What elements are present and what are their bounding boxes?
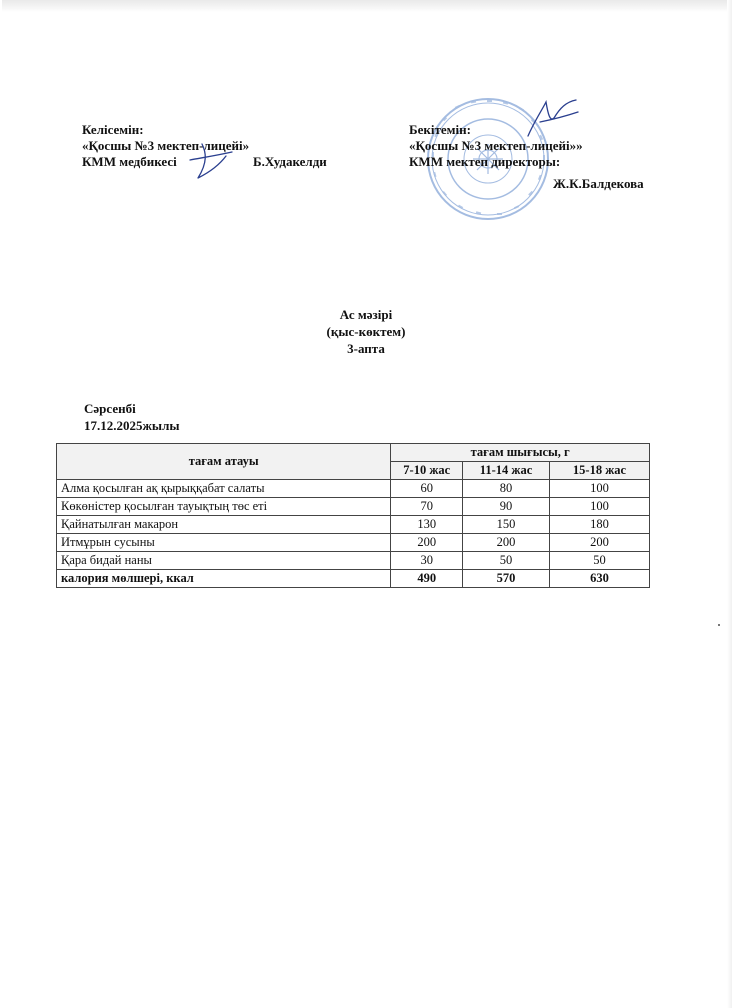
dish-name: Қайнатылған макарон — [57, 516, 391, 534]
menu-title — [0, 306, 732, 357]
approval-left-org: «Қосшы №3 мектеп-лицейі» — [82, 138, 250, 153]
title-line-1: Ас мәзірі — [339, 307, 393, 322]
date-value: 17.12.2025жылы — [84, 418, 180, 433]
header-age-group: 15-18 жас — [549, 462, 649, 480]
total-label: калория мөлшері, ккал — [57, 570, 391, 588]
portion-cell: 50 — [549, 552, 649, 570]
table-row — [57, 552, 650, 570]
scan-speck — [718, 624, 720, 626]
menu-table — [56, 443, 650, 588]
portion-cell: 50 — [463, 552, 550, 570]
approval-right-name: Ж.К.Балдекова — [553, 176, 644, 191]
portion-cell: 130 — [391, 516, 463, 534]
portion-cell: 90 — [463, 498, 550, 516]
header-dish-name: тағам атауы — [57, 444, 391, 480]
scan-top-edge — [2, 0, 727, 12]
portion-cell: 200 — [463, 534, 550, 552]
nurse-signature — [180, 138, 250, 186]
header-age-group: 7-10 жас — [391, 462, 463, 480]
dish-name: Көкөністер қосылған тауықтың төс еті — [57, 498, 391, 516]
total-cell: 630 — [549, 570, 649, 588]
portion-cell: 200 — [391, 534, 463, 552]
title-week: 3-апта — [347, 341, 385, 356]
table-row — [57, 498, 650, 516]
approval-right-heading: Бекітемін: — [409, 122, 471, 137]
portion-cell: 180 — [549, 516, 649, 534]
title-season: (қыс-көктем) — [326, 324, 406, 339]
table-header-row — [57, 444, 650, 462]
approval-right-role: КММ мектеп директоры: — [409, 154, 561, 169]
director-signature — [520, 92, 590, 142]
portion-cell: 100 — [549, 480, 649, 498]
header-age-group: 11-14 жас — [463, 462, 550, 480]
scan-right-edge — [727, 0, 732, 1008]
approval-left-role: КММ медбикесі — [82, 154, 177, 169]
portion-cell: 60 — [391, 480, 463, 498]
portion-cell: 100 — [549, 498, 649, 516]
table-row — [57, 534, 650, 552]
weekday: Сәрсенбі — [84, 401, 136, 416]
table-row — [57, 516, 650, 534]
menu-date — [84, 400, 180, 434]
portion-cell: 80 — [463, 480, 550, 498]
portion-cell: 70 — [391, 498, 463, 516]
table-total-row — [57, 570, 650, 588]
portion-cell: 30 — [391, 552, 463, 570]
header-output: тағам шығысы, г — [391, 444, 650, 462]
dish-name: Қара бидай наны — [57, 552, 391, 570]
approval-left-heading: Келісемін: — [82, 122, 144, 137]
portion-cell: 200 — [549, 534, 649, 552]
total-cell: 570 — [463, 570, 550, 588]
dish-name: Алма қосылған ақ қырыққабат салаты — [57, 480, 391, 498]
dish-name: Итмұрын сусыны — [57, 534, 391, 552]
approval-left-name: Б.Худакелди — [253, 154, 327, 169]
total-cell: 490 — [391, 570, 463, 588]
table-row — [57, 480, 650, 498]
approval-right-org: «Қосшы №3 мектеп-лицейі»» — [409, 138, 583, 153]
portion-cell: 150 — [463, 516, 550, 534]
